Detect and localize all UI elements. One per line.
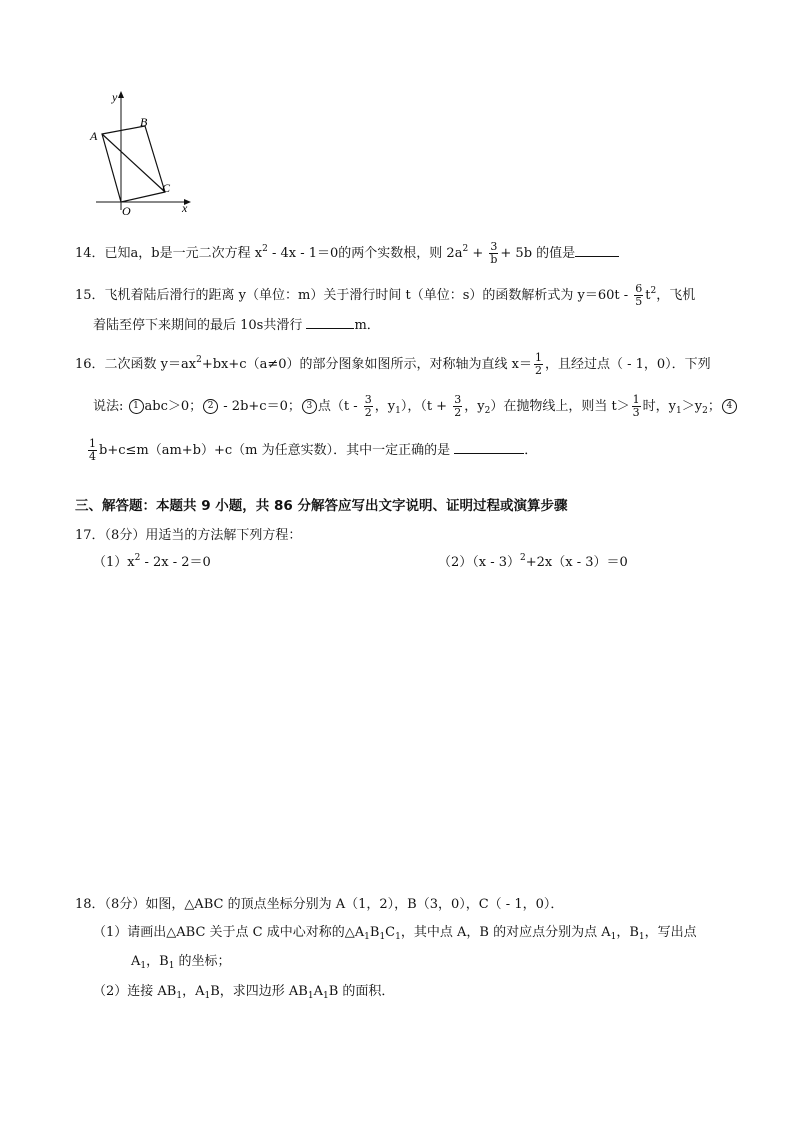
q15-fraction xyxy=(634,283,643,308)
q16-line2-c: - 2b+c＝0； xyxy=(219,399,301,414)
q14-text-a: 已知a，b是一元二次方程 x xyxy=(104,246,263,261)
q16-line2-g: ，y xyxy=(464,399,485,414)
q16-sub3: 1 xyxy=(676,406,682,416)
question-18-part2 xyxy=(93,983,394,1001)
question-16-line2 xyxy=(93,394,738,419)
diagonal-ac xyxy=(102,134,165,192)
q16-line2-i: 时，y xyxy=(642,399,677,414)
q16-frac-num: 1 xyxy=(534,351,542,364)
question-16-line3 xyxy=(86,438,537,463)
q16-answer-blank[interactable] xyxy=(454,441,524,454)
q15-number: 15． xyxy=(75,288,105,303)
q16-line2-e: ，y xyxy=(374,399,396,414)
q18-p2-s1: 1 xyxy=(176,991,183,1001)
q18-p1-s5: 1 xyxy=(638,932,645,942)
q17-p1-exp: 2 xyxy=(134,553,141,563)
q16-frac-2 xyxy=(453,394,462,419)
q17-p2-exp: 2 xyxy=(520,553,526,563)
rectangle-coordinate-figure xyxy=(88,88,198,220)
q17-p1-b: - 2x - 2＝0 xyxy=(140,555,211,570)
label-c: C xyxy=(162,181,171,195)
question-17-part1 xyxy=(93,554,211,572)
q16-number: 16． xyxy=(75,357,105,372)
q16-frac-1 xyxy=(364,394,373,419)
question-17-intro: 17．（8分）用适当的方法解下列方程： xyxy=(75,528,302,543)
q16-line1-c: ，且经过点（ - 1，0）．下列 xyxy=(544,357,711,372)
question-17-part2 xyxy=(438,554,628,572)
q15-line1-a: 飞机着陆后滑行的距离 y（单位：m）关于滑行时间 t（单位：s）的函数解析式为 y＝60t - xyxy=(104,288,633,303)
q14-exp-b: 2 xyxy=(462,244,469,254)
q18-p1-a: （1）请画出△ABC 关于点 C 成中心对称的△A xyxy=(93,925,365,940)
q18-p1-s2: 1 xyxy=(379,932,386,942)
q16-line2-b: abc＞0； xyxy=(144,399,203,414)
q18-p2-s2: 1 xyxy=(204,991,211,1001)
question-14 xyxy=(75,241,619,266)
q15-exp: 2 xyxy=(650,286,657,296)
q18-p1-b: B xyxy=(369,925,380,940)
q17-p2-b: +2x（x - 3）＝0 xyxy=(525,555,628,570)
q16-line1-b: +bx+c（a≠0）的部分图象如图所示，对称轴为直线 x＝ xyxy=(201,357,532,372)
q18-p1-l2-s2: 1 xyxy=(168,961,175,971)
q14-text-c: + xyxy=(468,246,488,261)
q18-p2-b: ，A xyxy=(182,984,205,999)
q16-line3-b: ． xyxy=(524,443,538,458)
q15-answer-blank[interactable] xyxy=(306,316,354,329)
q18-p1-f: ，写出点 xyxy=(644,925,697,940)
label-o: O xyxy=(122,204,131,218)
q14-text-d: + 5b 的值是 xyxy=(500,246,576,261)
q16-line2-f: ），（t + xyxy=(400,399,452,414)
q18-p1-s1: 1 xyxy=(364,932,370,942)
q18-p1-l2-s1: 1 xyxy=(140,961,147,971)
q16-line2-d: 点（t - xyxy=(317,399,362,414)
q16-frac3-den: 3 xyxy=(632,406,640,419)
question-15-line1 xyxy=(75,283,695,308)
q14-fraction xyxy=(489,241,498,266)
q16-frac1-den: 2 xyxy=(364,406,372,419)
y-axis-arrow xyxy=(118,91,124,98)
q16-line3-frac-den: 4 xyxy=(89,450,96,463)
label-y: y xyxy=(112,90,118,104)
q18-p2-s3: 1 xyxy=(307,991,314,1001)
q14-answer-blank[interactable] xyxy=(575,244,619,257)
q18-p2-s4: 1 xyxy=(322,991,329,1001)
q16-line2-h: ）在抛物线上，则当 t＞ xyxy=(490,399,630,414)
q16-frac3-num: 1 xyxy=(632,393,640,406)
label-x: x xyxy=(182,201,188,215)
q18-p2-c: B，求四边形 AB xyxy=(210,984,308,999)
q16-line1-fraction xyxy=(534,352,543,377)
q17-p2-a: （2）（x - 3） xyxy=(438,555,521,570)
q18-p2-d: A xyxy=(313,984,323,999)
question-16-line1 xyxy=(75,352,711,377)
question-18-part1-line2 xyxy=(131,953,231,971)
circled-4: 4 xyxy=(722,399,737,414)
q18-p1-s3: 1 xyxy=(395,932,401,942)
q16-line2-k: ； xyxy=(707,399,721,414)
q14-number: 14． xyxy=(75,246,105,261)
q18-p1-d: ，其中点 A，B 的对应点分别为点 A xyxy=(400,925,611,940)
circled-3: 3 xyxy=(302,399,317,414)
question-15-line2 xyxy=(93,316,380,335)
q16-line3-fraction xyxy=(88,438,97,463)
q16-sub4: 2 xyxy=(702,406,708,416)
q16-frac2-num: 3 xyxy=(454,393,462,406)
question-18-part1 xyxy=(93,924,697,942)
q18-p1-l2-a: A xyxy=(131,954,141,969)
q15-line2-b: m． xyxy=(354,318,380,333)
q18-p2-e: B 的面积． xyxy=(328,984,395,999)
q14-frac-num: 3 xyxy=(490,240,498,253)
quadrilateral xyxy=(102,126,165,202)
q15-line2-a: 着陆至停下来期间的最后 10s共滑行 xyxy=(93,318,307,333)
q16-frac1-num: 3 xyxy=(364,393,372,406)
q14-exp: 2 xyxy=(262,244,268,254)
q15-frac-num: 6 xyxy=(635,282,643,295)
circled-1: 1 xyxy=(129,399,144,414)
q18-p1-l2-b: ，B xyxy=(146,954,169,969)
q16-line2-a: 说法: xyxy=(93,399,128,414)
q18-p1-e: ，B xyxy=(616,925,639,940)
section-3-heading: 三、解答题：本题共 9 小题，共 86 分解答应写出文字说明、证明过程或演算步骤 xyxy=(75,498,568,514)
circled-2: 2 xyxy=(203,399,218,414)
label-a: A xyxy=(90,129,98,143)
q17-p1-a: （1）x xyxy=(93,555,135,570)
q16-sub2: 2 xyxy=(484,406,491,416)
q16-line1-exp: 2 xyxy=(196,355,202,365)
question-18-intro: 18．（8分）如图，△ABC 的顶点坐标分别为 A（1，2），B（3，0），C（ - 1，0）． xyxy=(75,897,564,912)
q14-text-b: - 4x - 1＝0的两个实数根，则 2a xyxy=(267,246,463,261)
q15-line1-b: t xyxy=(645,288,651,303)
q16-line2-j: ＞y xyxy=(681,399,703,414)
q18-p1-c: C xyxy=(385,925,396,940)
q16-line3-frac-num: 1 xyxy=(89,437,96,450)
q16-line3-a: b+c≤m（am+b）+c（m 为任意实数）．其中一定正确的是 xyxy=(99,443,455,458)
q14-frac-den: b xyxy=(490,253,498,266)
q18-p2-a: （2）连接 AB xyxy=(93,984,177,999)
q18-p1-l2-c: 的坐标； xyxy=(174,954,231,969)
q16-frac2-den: 2 xyxy=(454,406,462,419)
q18-p1-s4: 1 xyxy=(610,932,617,942)
q16-frac-den: 2 xyxy=(534,364,542,377)
q15-line1-c: ，飞机 xyxy=(656,288,696,303)
q16-frac-3 xyxy=(632,394,641,419)
q16-line1-a: 二次函数 y＝ax xyxy=(104,357,197,372)
q16-sub1: 1 xyxy=(395,406,401,416)
q15-frac-den: 5 xyxy=(635,295,643,308)
label-b: B xyxy=(140,115,148,129)
